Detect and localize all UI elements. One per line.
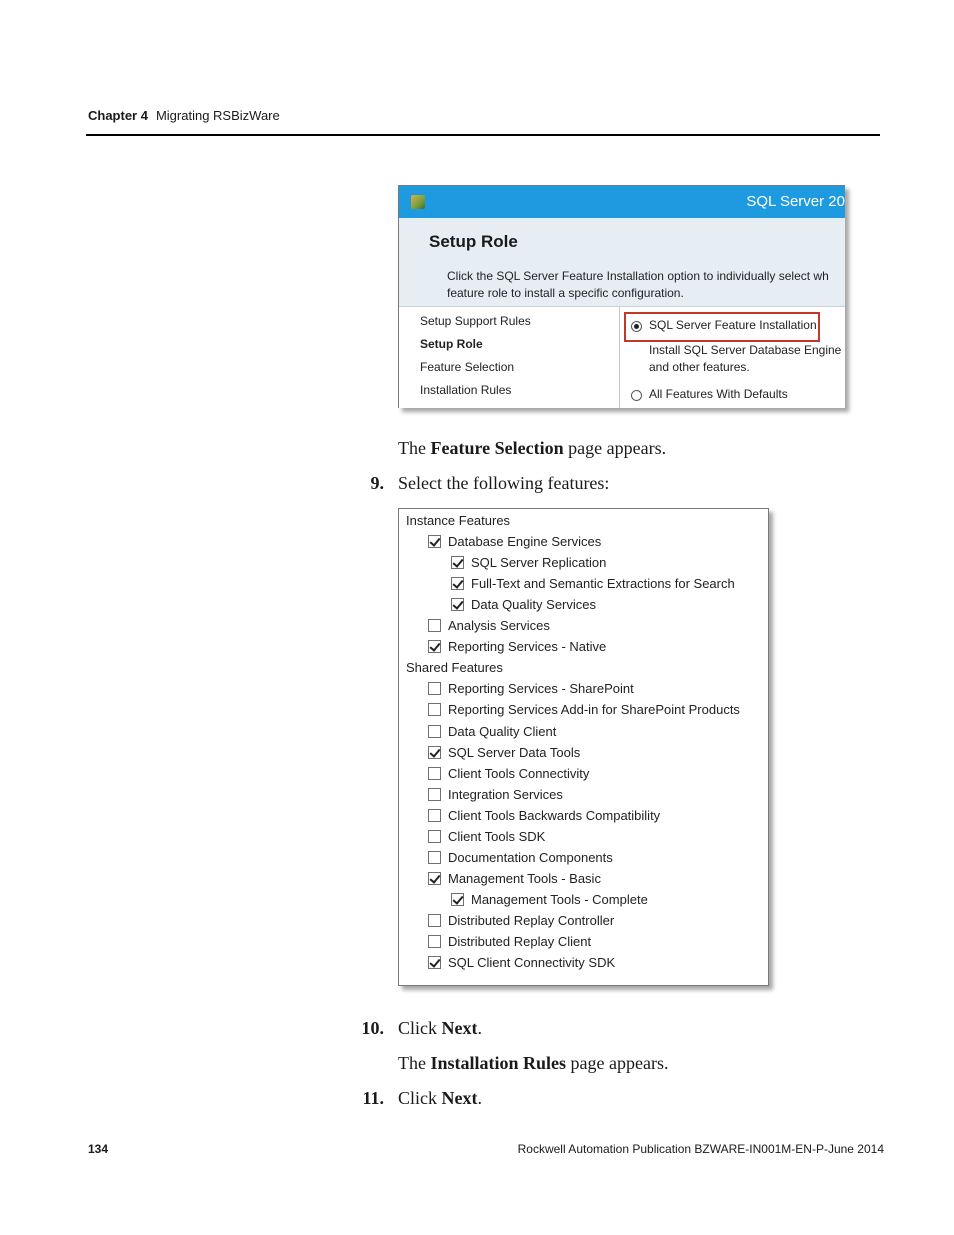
feature-row[interactable] xyxy=(428,952,615,973)
feature-row[interactable] xyxy=(451,552,606,573)
step-text xyxy=(398,1088,482,1109)
feature-label: Reporting Services - Native xyxy=(448,639,607,655)
feature-group-header xyxy=(406,510,510,531)
feature-row[interactable] xyxy=(428,763,589,784)
feature-checkbox[interactable] xyxy=(451,577,464,590)
feature-row[interactable] xyxy=(428,699,740,720)
feature-row[interactable] xyxy=(428,784,563,805)
text-run: The xyxy=(398,438,431,458)
text-run: page appears. xyxy=(566,1053,669,1073)
text-run: . xyxy=(477,1088,482,1108)
text-run-bold: Installation Rules xyxy=(430,1053,567,1073)
description-line: Click the SQL Server Feature Installation option to individually select wh xyxy=(447,269,829,283)
feature-checkbox[interactable] xyxy=(428,767,441,780)
feature-checkbox[interactable] xyxy=(428,872,441,885)
feature-row[interactable] xyxy=(428,931,591,952)
feature-label: Reporting Services Add-in for SharePoint Products xyxy=(448,702,740,718)
description-line: feature role to install a specific configuration. xyxy=(447,286,684,300)
feature-row[interactable] xyxy=(451,573,735,594)
feature-row[interactable] xyxy=(451,889,648,910)
feature-row[interactable] xyxy=(428,805,660,826)
feature-checkbox[interactable] xyxy=(451,598,464,611)
role-options xyxy=(620,307,845,408)
step-text: Select the following features: xyxy=(398,473,610,493)
feature-label: Client Tools Backwards Compatibility xyxy=(448,807,661,823)
feature-label: Client Tools Connectivity xyxy=(448,765,590,781)
feature-row[interactable] xyxy=(428,721,556,742)
page-banner xyxy=(399,218,845,307)
features-screenshot xyxy=(398,508,769,986)
text-run: Click xyxy=(398,1088,442,1108)
text-run: . xyxy=(477,1018,482,1038)
option-desc-line: Install SQL Server Database Engine xyxy=(649,343,842,357)
radio-feature-installation[interactable] xyxy=(631,321,642,332)
nav-item-setup-support-rules[interactable]: Setup Support Rules xyxy=(420,314,531,328)
feature-label: Reporting Services - SharePoint xyxy=(448,681,634,697)
feature-checkbox[interactable] xyxy=(428,682,441,695)
feature-row[interactable] xyxy=(451,594,596,615)
nav-item-setup-role[interactable]: Setup Role xyxy=(420,337,483,351)
feature-label: Client Tools SDK xyxy=(448,828,546,844)
window-title: SQL Server 20 xyxy=(746,193,845,210)
feature-label: Data Quality Client xyxy=(448,723,557,739)
feature-label: Management Tools - Basic xyxy=(448,870,601,886)
feature-checkbox[interactable] xyxy=(428,809,441,822)
feature-checkbox[interactable] xyxy=(428,851,441,864)
sql-setup-icon xyxy=(411,195,425,209)
chapter-label: Chapter 4 xyxy=(88,108,148,123)
feature-checkbox[interactable] xyxy=(451,893,464,906)
feature-label: Data Quality Services xyxy=(471,597,596,613)
setup-nav xyxy=(399,307,620,408)
feature-checkbox[interactable] xyxy=(428,640,441,653)
text-run-bold: Next xyxy=(441,1088,478,1108)
text-run: Click xyxy=(398,1018,442,1038)
feature-label: Analysis Services xyxy=(448,618,550,634)
feature-label: Documentation Components xyxy=(448,849,613,865)
window-titlebar xyxy=(399,186,845,218)
text-run: The xyxy=(398,1053,431,1073)
running-header xyxy=(88,108,280,123)
option-label: All Features With Defaults xyxy=(649,387,788,401)
page-heading: Setup Role xyxy=(429,232,518,251)
feature-checkbox[interactable] xyxy=(451,556,464,569)
feature-label: SQL Server Replication xyxy=(471,555,607,571)
feature-label: Integration Services xyxy=(448,786,563,802)
feature-row[interactable] xyxy=(428,742,580,763)
step-number: 11. xyxy=(362,1088,384,1108)
feature-row[interactable] xyxy=(428,826,545,847)
nav-item-feature-selection[interactable]: Feature Selection xyxy=(420,360,515,374)
step-text xyxy=(398,1018,482,1039)
radio-all-features-defaults[interactable] xyxy=(631,390,642,401)
feature-row[interactable] xyxy=(428,847,613,868)
text-run-bold: Next xyxy=(441,1018,478,1038)
option-label: SQL Server Feature Installation xyxy=(649,318,817,332)
feature-label: SQL Server Data Tools xyxy=(448,744,581,760)
feature-checkbox[interactable] xyxy=(428,725,441,738)
chapter-title: Migrating RSBizWare xyxy=(155,108,280,123)
text-run: page appears. xyxy=(563,438,667,458)
feature-row[interactable] xyxy=(428,678,634,699)
page-number: 134 xyxy=(88,1142,109,1156)
feature-checkbox[interactable] xyxy=(428,956,441,969)
step-number: 9. xyxy=(370,473,384,493)
feature-group-header xyxy=(406,657,503,678)
option-description xyxy=(649,342,841,376)
option-desc-line: and other features. xyxy=(649,360,750,374)
feature-label: Instance Features xyxy=(406,513,511,528)
feature-label: SQL Client Connectivity SDK xyxy=(448,955,616,971)
page-description xyxy=(447,268,829,302)
feature-checkbox[interactable] xyxy=(428,788,441,801)
feature-label: Management Tools - Complete xyxy=(471,891,648,907)
feature-row[interactable] xyxy=(428,531,601,552)
feature-row[interactable] xyxy=(428,636,606,657)
feature-checkbox[interactable] xyxy=(428,746,441,759)
feature-row[interactable] xyxy=(428,615,550,636)
feature-checkbox[interactable] xyxy=(428,935,441,948)
feature-checkbox[interactable] xyxy=(428,830,441,843)
setup-role-screenshot xyxy=(398,185,845,408)
feature-checkbox[interactable] xyxy=(428,619,441,632)
feature-checkbox[interactable] xyxy=(428,914,441,927)
feature-row[interactable] xyxy=(428,910,614,931)
step-number: 10. xyxy=(361,1018,384,1038)
feature-row[interactable] xyxy=(428,868,601,889)
publication-id: Rockwell Automation Publication BZWARE-IN001M-EN-P-June 2014 xyxy=(517,1142,884,1156)
feature-selection-note xyxy=(398,438,666,459)
feature-label: Full-Text and Semantic Extractions for Search xyxy=(471,576,735,592)
feature-label: Distributed Replay Client xyxy=(448,934,592,949)
feature-label: Database Engine Services xyxy=(448,534,602,550)
text-run-bold: Feature Selection xyxy=(430,438,564,458)
installation-rules-note xyxy=(398,1053,668,1074)
feature-checkbox[interactable] xyxy=(428,703,441,716)
feature-label: Shared Features xyxy=(406,660,503,676)
feature-checkbox[interactable] xyxy=(428,535,441,548)
nav-item-installation-rules[interactable]: Installation Rules xyxy=(420,383,512,397)
header-rule xyxy=(86,134,880,136)
feature-label: Distributed Replay Controller xyxy=(448,912,615,928)
